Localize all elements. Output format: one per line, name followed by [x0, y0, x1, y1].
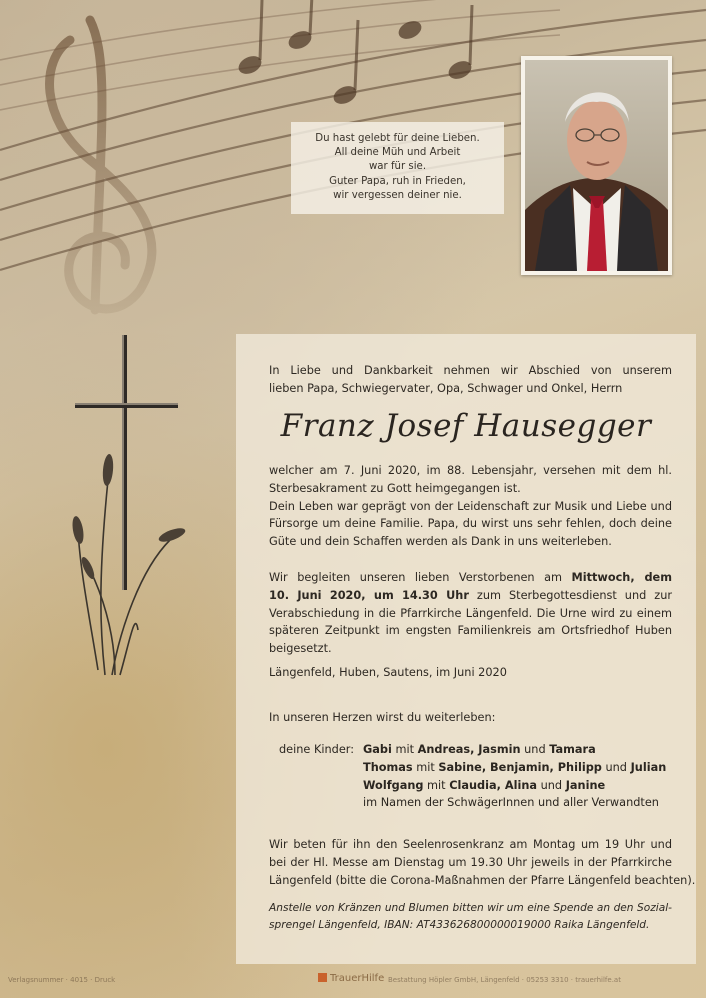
service-date: Mittwoch, dem: [571, 571, 672, 584]
quote-line: war für sie.: [368, 161, 427, 173]
intro-line: In Liebe und Dankbarkeit nehmen wir Abschied von unserem: [269, 364, 672, 377]
service-line: Verabschiedung in die Pfarrkirche Längenfeld. Die Urne wird zu einem: [269, 606, 672, 620]
memorial-quote: [291, 122, 504, 214]
child-name: Gabi: [363, 743, 392, 756]
footer-info: Bestattung Höpler GmbH, Längenfeld · 05253 3310 · trauerhilfe.at: [388, 976, 621, 984]
deceased-name: Franz Josef Hausegger: [280, 408, 652, 444]
footer-brand: [318, 973, 384, 984]
rosary-line: Wir beten für ihn den Seelenrosenkranz am Montag um 19 Uhr und: [269, 838, 672, 851]
passing-line: Dein Leben war geprägt von der Leidenschaft zur Musik und Liebe und: [269, 499, 672, 513]
passing-line: Fürsorge um deine Familie. Papa, du wirst uns sehr fehlen, doch deine: [269, 517, 672, 531]
children-row: [363, 759, 666, 777]
quote-line: wir vergessen deiner nie.: [333, 189, 462, 201]
donation-line: Anstelle von Kränzen und Blumen bitten wir um eine Spende an den Sozial-: [269, 902, 672, 914]
passing-line: welcher am 7. Juni 2020, im 88. Lebensjahr, versehen mit dem hl.: [269, 464, 672, 477]
portrait-photo: [525, 60, 668, 271]
passing-line: Sterbesakrament zu Gott heimgegangen ist.: [269, 481, 521, 495]
service-text: zum Sterbegottesdienst und zur: [468, 588, 673, 602]
rosary-line: Längenfeld (bitte die Corona-Maßnahmen der Pfarre Längenfeld beachten).: [269, 873, 696, 887]
place-date: Längenfeld, Huben, Sautens, im Juni 2020: [269, 666, 507, 679]
donation-paragraph: [269, 900, 672, 934]
family-names: Janine: [565, 778, 606, 792]
footer-left-text: Verlagsnummer · 4015 · Druck: [8, 976, 116, 984]
quote-line: Du hast gelebt für deine Lieben.: [315, 133, 480, 144]
service-text: Wir begleiten unseren lieben Verstorbenen am: [269, 571, 572, 584]
quote-line: Guter Papa, ruh in Frieden,: [329, 175, 466, 187]
connector: und: [601, 760, 631, 774]
brand-logo-icon: [318, 973, 327, 982]
rosary-paragraph: [269, 836, 696, 889]
family-names: Tamara: [549, 743, 596, 756]
brand-name: TrauerHilfe: [330, 973, 385, 984]
service-paragraph: [269, 569, 672, 658]
service-time: 10. Juni 2020, um 14.30 Uhr: [269, 588, 469, 602]
children-label: deine Kinder:: [279, 743, 355, 756]
intro-line: lieben Papa, Schwiegervater, Opa, Schwager und Onkel, Herrn: [269, 381, 623, 395]
connector: mit: [412, 760, 439, 774]
connector: mit: [423, 778, 450, 792]
connector: und: [537, 778, 566, 792]
family-names: Claudia, Alina: [449, 778, 538, 792]
intro-paragraph: [269, 362, 672, 398]
connector: mit: [391, 743, 418, 756]
footer: [0, 966, 706, 998]
service-line: [269, 587, 672, 605]
connector: und: [520, 743, 550, 756]
hearts-intro: In unseren Herzen wirst du weiterleben:: [269, 711, 496, 724]
passing-paragraph: [269, 462, 672, 551]
family-names: Sabine, Benjamin, Philipp: [438, 760, 602, 774]
family-names: Andreas, Jasmin: [417, 743, 521, 756]
children-row: [363, 741, 666, 759]
children-row: [363, 777, 666, 795]
child-name: Wolfgang: [363, 778, 424, 792]
portrait-photo-frame: [521, 56, 672, 275]
quote-line: All deine Müh und Arbeit: [334, 147, 461, 159]
children-row: im Namen der SchwägerInnen und aller Verwandten: [363, 796, 659, 810]
family-names: Julian: [630, 760, 667, 774]
rosary-line: bei der Hl. Messe am Dienstag um 19.30 Uhr jeweils in der Pfarrkirche: [269, 855, 672, 869]
service-line: [269, 569, 672, 587]
child-name: Thomas: [363, 760, 413, 774]
service-line: späteren Zeitpunkt im engsten Familienkreis am Ortsfriedhof Huben: [269, 624, 672, 638]
service-line: beigesetzt.: [269, 642, 332, 656]
cross-with-wheat-icon: [60, 330, 200, 690]
passing-line: Güte und dein Schaffen werden als Dank in uns weiterleben.: [269, 535, 612, 549]
donation-line: sprengel Längenfeld, IBAN: AT433626800000019000 Raika Längenfeld.: [269, 919, 650, 931]
